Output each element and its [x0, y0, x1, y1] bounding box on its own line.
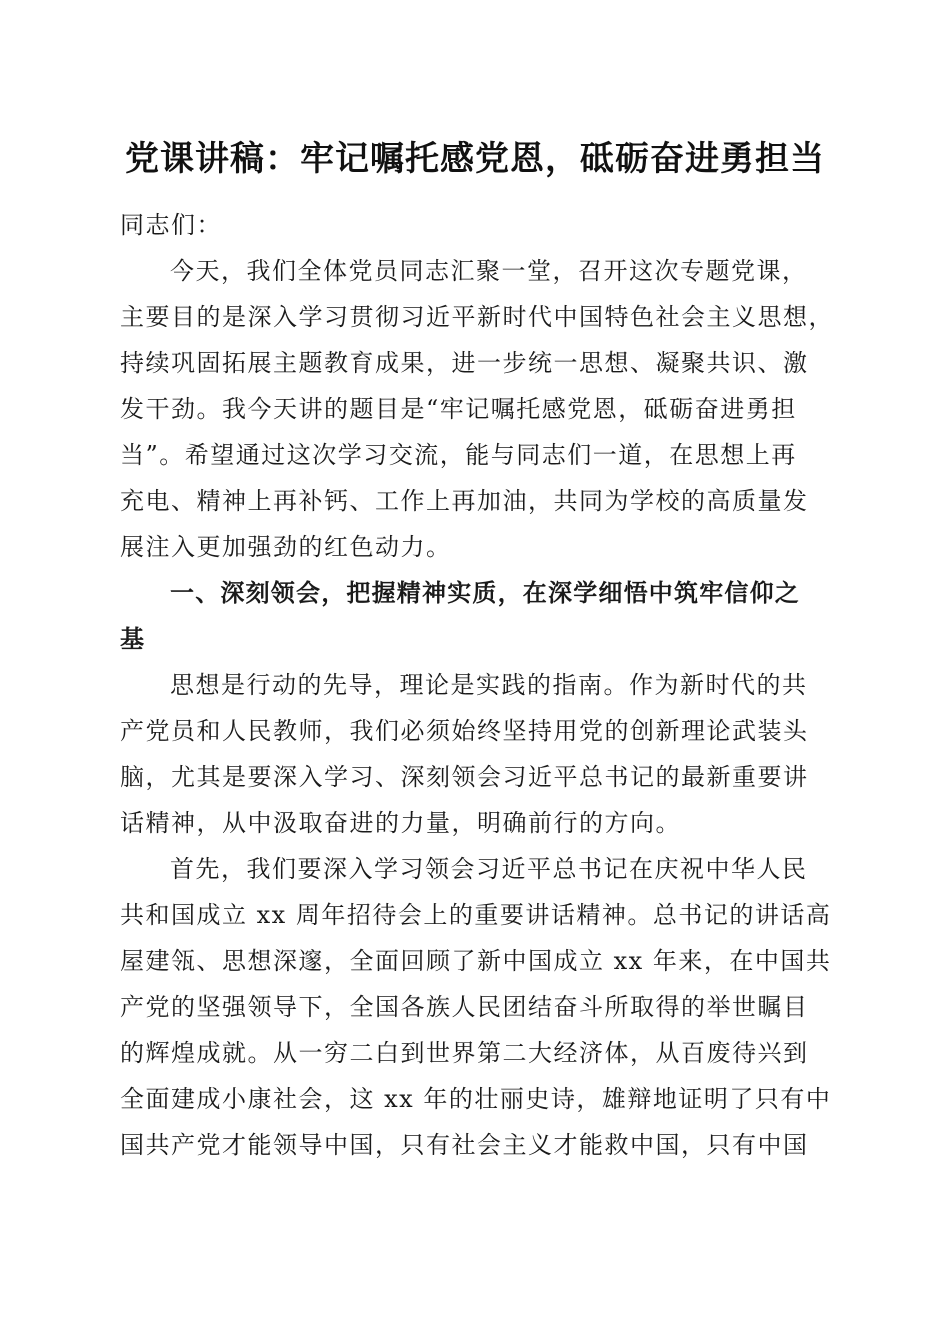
paragraph-line: 主要目的是深入学习贯彻习近平新时代中国特色社会主义思想，	[120, 303, 834, 331]
section-heading-line: 一、深刻领会，把握精神实质，在深学细悟中筑牢信仰之	[170, 579, 800, 607]
paragraph-line: 当”。希望通过这次学习交流，能与同志们一道，在思想上再	[120, 441, 797, 469]
paragraph-line: 脑，尤其是要深入学习、深刻领会习近平总书记的最新重要讲	[120, 763, 809, 791]
paragraph-line: 的辉煌成就。从一穷二白到世界第二大经济体，从百废待兴到	[120, 1039, 809, 1067]
paragraph-line: 屋建瓴、思想深邃，全面回顾了新中国成立 xx 年来，在中国共	[120, 947, 832, 975]
paragraph-line: 首先，我们要深入学习领会习近平总书记在庆祝中华人民	[170, 855, 808, 883]
paragraph-line: 展注入更加强劲的红色动力。	[120, 533, 452, 561]
page-title: 党课讲稿：牢记嘱托感党恩，砥砺奋进勇担当	[125, 139, 825, 179]
paragraph-line: 持续巩固拓展主题教育成果，进一步统一思想、凝聚共识、激	[120, 349, 809, 377]
paragraph-line: 全面建成小康社会，这 xx 年的壮丽史诗，雄辩地证明了只有中	[120, 1085, 832, 1113]
paragraph-line: 产党员和人民教师，我们必须始终坚持用党的创新理论武装头	[120, 717, 809, 745]
paragraph-line: 思想是行动的先导，理论是实践的指南。作为新时代的共	[170, 671, 808, 699]
paragraph-line: 产党的坚强领导下，全国各族人民团结奋斗所取得的举世瞩目	[120, 993, 809, 1021]
paragraph-line: 同志们：	[120, 211, 222, 239]
paragraph-line: 今天，我们全体党员同志汇聚一堂，召开这次专题党课，	[170, 257, 808, 285]
section-heading-line: 基	[120, 625, 146, 653]
paragraph-line: 国共产党才能领导中国，只有社会主义才能救中国，只有中国	[120, 1131, 809, 1159]
paragraph-line: 共和国成立 xx 周年招待会上的重要讲话精神。总书记的讲话高	[120, 901, 832, 929]
paragraph-line: 话精神，从中汲取奋进的力量，明确前行的方向。	[120, 809, 681, 837]
document-body	[120, 202, 834, 1168]
paragraph-line: 充电、精神上再补钙、工作上再加油，共同为学校的高质量发	[120, 487, 809, 515]
paragraph-line: 发干劲。我今天讲的题目是“牢记嘱托感党恩，砥砺奋进勇担	[120, 395, 797, 423]
